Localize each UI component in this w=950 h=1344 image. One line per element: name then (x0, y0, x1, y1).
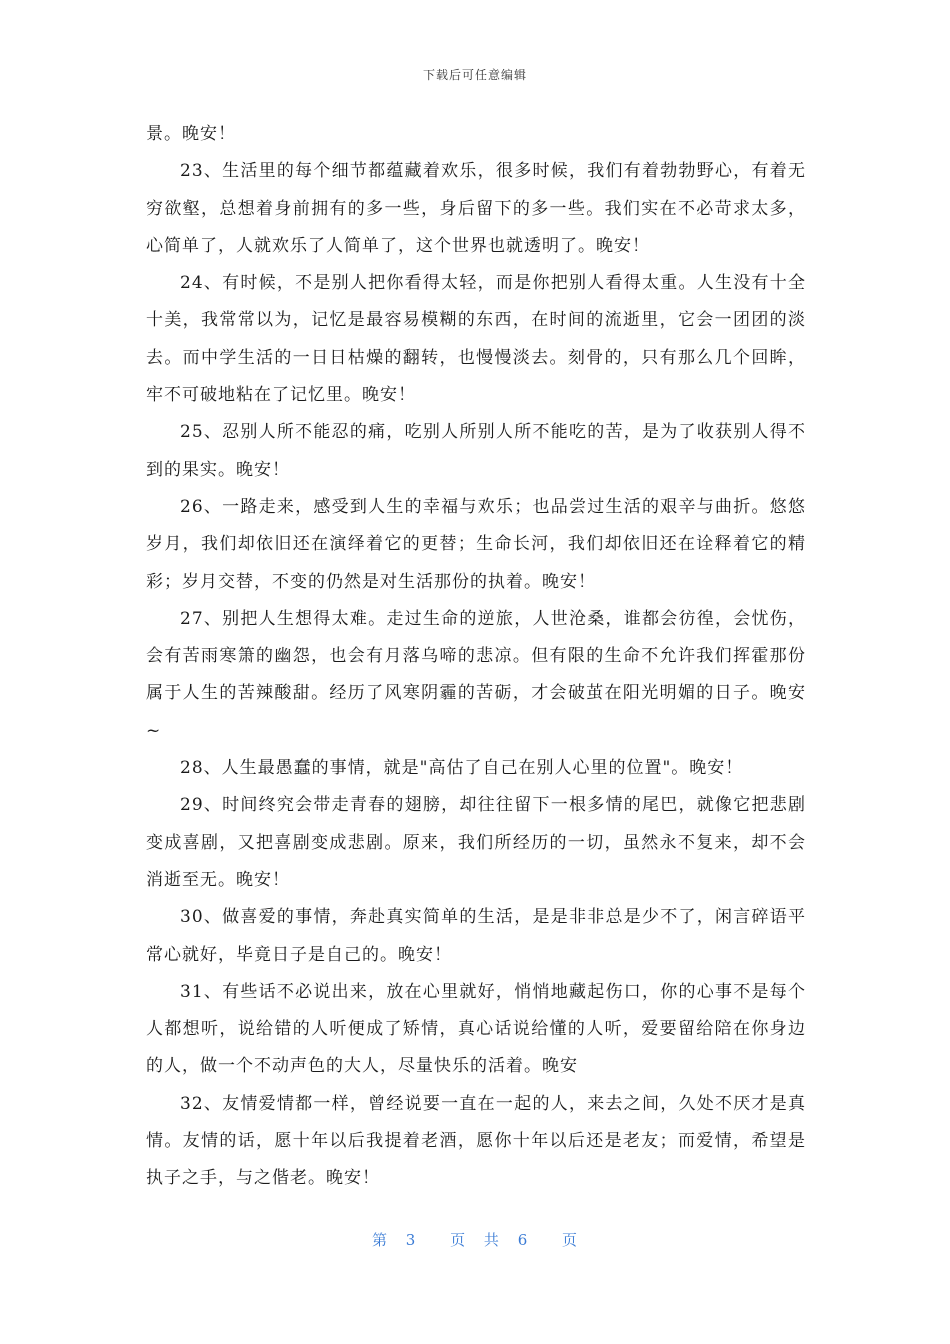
paragraph-30: 30、做喜爱的事情，奔赴真实简单的生活，是是非非总是少不了，闲言碎语平常心就好，毕竟日子是自己的。晚安！ (146, 907, 806, 965)
paragraph-27: 27、别把人生想得太难。走过生命的逆旅，人世沧桑，谁都会彷徨，会忧伤，会有苦雨寒箫的幽怨，也会有月落乌啼的悲凉。但有限的生命不允许我们挥霍那份属于人生的苦辣酸甜。经历了风寒阴霾的苦砺，才会破茧在阳光明媚的日子。晚安~ (146, 608, 806, 741)
paragraph-continuation: 景。晚安！ (146, 124, 236, 144)
paragraph-26: 26、一路走来，感受到人生的幸福与欢乐；也品尝过生活的艰辛与曲折。悠悠岁月，我们却依旧还在演绎着它的更替；生命长河，我们却依旧还在诠释着它的精彩；岁月交替，不变的仍然是对生活那份的执着。晚安！ (146, 496, 806, 592)
paragraph-23: 23、生活里的每个细节都蕴藏着欢乐，很多时候，我们有着勃勃野心，有着无穷欲壑，总想着身前拥有的多一些，身后留下的多一些。我们实在不必苛求太多，心简单了，人就欢乐了人简单了，这个世界也就透明了。晚安！ (146, 161, 806, 256)
footer-label-gong: 共 (483, 1231, 500, 1249)
paragraph-32: 32、友情爱情都一样，曾经说要一直在一起的人，来去之间，久处不厌才是真情。友情的话，愿十年以后我提着老酒，愿你十年以后还是老友；而爱情，希望是执子之手，与之偕老。晚安！ (146, 1093, 806, 1189)
footer-current-page: 3 (405, 1231, 417, 1249)
footer-total-pages: 6 (517, 1231, 529, 1249)
footer-label-ye: 页 (450, 1231, 467, 1249)
paragraph-31: 31、有些话不必说出来，放在心里就好，悄悄地藏起伤口，你的心事不是每个人都想听，说给错的人听便成了矫情，真心话说给懂的人听，爱要留给陪在你身边的人，做一个不动声色的大人，尽量快乐的活着。晚安 (146, 981, 806, 1077)
document-body (146, 116, 806, 1198)
paragraph-25: 25、忍别人所不能忍的痛，吃别人所别人所不能吃的苦，是为了收获别人得不到的果实。晚安！ (146, 422, 806, 480)
footer-label-di: 第 (371, 1231, 388, 1249)
paragraph-24: 24、有时候，不是别人把你看得太轻，而是你把别人看得太重。人生没有十全十美，我常常以为，记忆是最容易模糊的东西，在时间的流逝里，它会一团团的淡去。而中学生活的一日日枯燥的翻转，也慢慢淡去。刻骨的，只有那么几个回眸，牢不可破地粘在了记忆里。晚安！ (146, 273, 806, 406)
page-footer (0, 1229, 950, 1250)
paragraph-28: 28、人生最愚蠢的事情，就是"高估了自己在别人心里的位置"。晚安！ (180, 758, 744, 779)
page-header: 下载后可任意编辑 (422, 68, 527, 82)
footer-label-ye2: 页 (562, 1231, 579, 1249)
paragraph-29: 29、时间终究会带走青春的翅膀，却往往留下一根多情的尾巴，就像它把悲剧变成喜剧，又把喜剧变成悲剧。原来，我们所经历的一切，虽然永不复来，却不会消逝至无。晚安！ (146, 795, 806, 890)
